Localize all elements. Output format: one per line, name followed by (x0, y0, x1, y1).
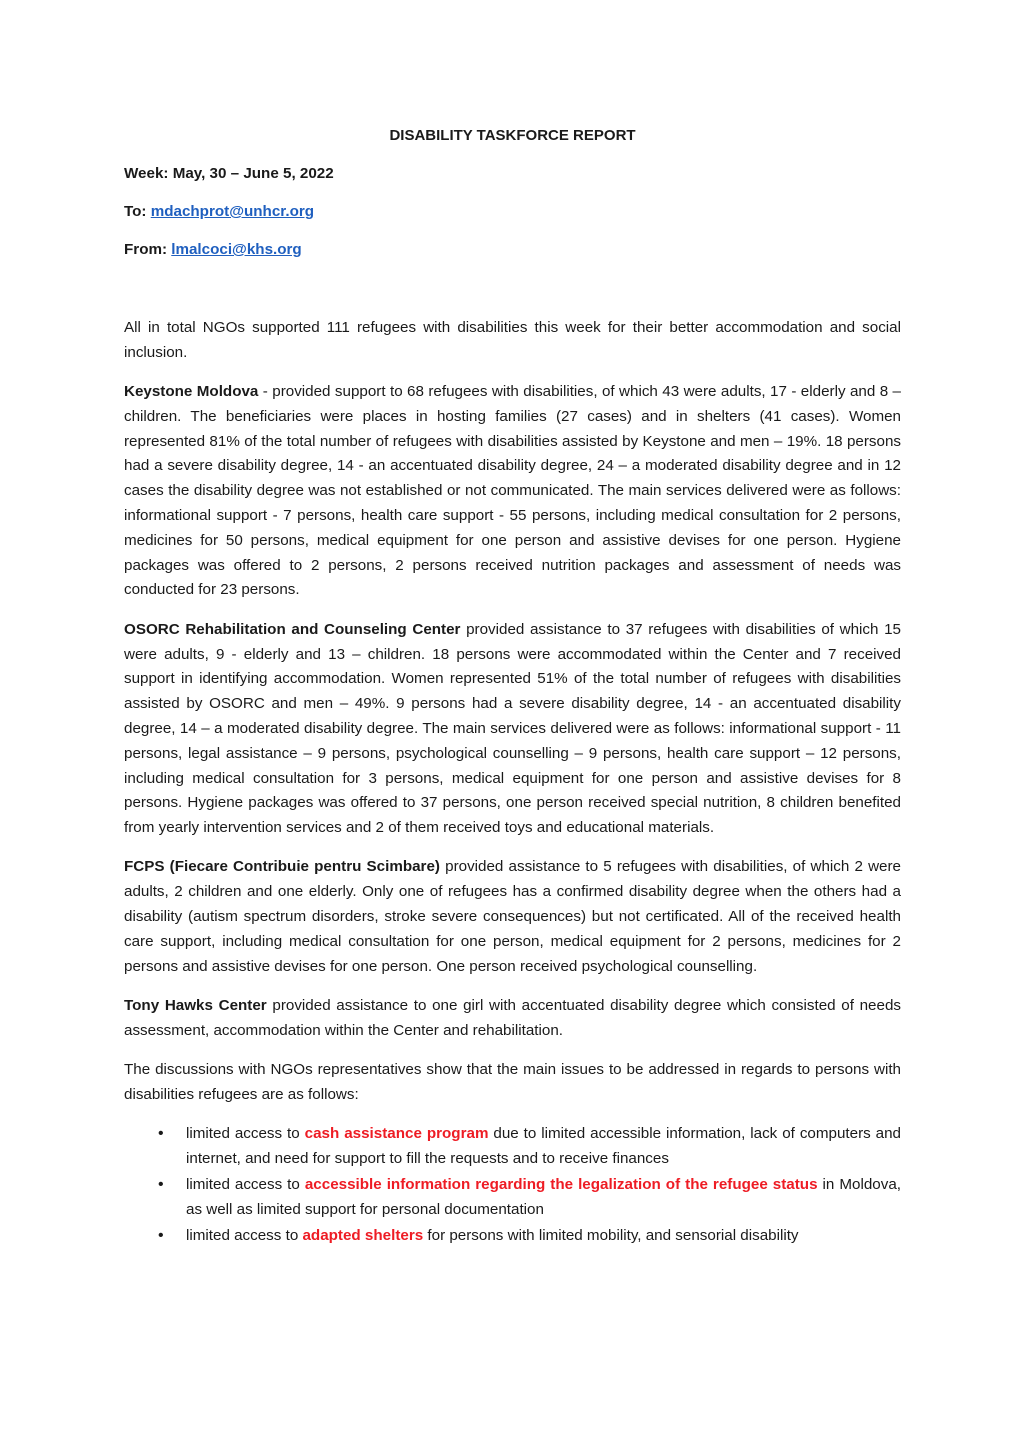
from-line (124, 238, 901, 262)
item-text: due to limited accessible information, lack of computers and internet, and need for support to fill the requests and to receive finances (186, 1125, 902, 1167)
to-email-link[interactable]: mdachprot@unhcr.org (150, 203, 315, 220)
item-highlight: cash assistance program (304, 1125, 489, 1143)
item-text: for persons with limited mobility, and sensorial disability (423, 1227, 799, 1245)
issues-list (124, 1122, 901, 1249)
item-text: limited access to (186, 1125, 305, 1143)
item-text: limited access to (186, 1227, 303, 1245)
from-email-link[interactable]: lmalcoci@khs.org (171, 241, 302, 258)
list-item (186, 1173, 901, 1223)
section-osorc (124, 618, 901, 841)
section-fcps (124, 855, 901, 979)
list-item (186, 1224, 901, 1249)
spacer (124, 276, 901, 316)
org-name: Tony Hawks Center (124, 996, 267, 1014)
week-line (124, 162, 901, 186)
item-text: limited access to (186, 1176, 305, 1194)
item-text: in Moldova, as well as limited support for personal documentation (186, 1176, 902, 1218)
section-tony-hawks (124, 994, 901, 1044)
section-text: provided assistance to 5 refugees with disabilities, of which 2 were adults, 2 children and one elderly. Only one of refugees has a confirmed disability degree when the others had a disability (autism spectrum disorders, stroke severe consequences) but not certificated. All of the received health care support, including medical consultation for one person, medical equipment for 2 persons, medicines for 2 persons and assistive devises for one person. One person received psychological counselling. (124, 858, 901, 975)
org-name: Keystone Moldova (124, 383, 259, 401)
section-text: - provided support to 68 refugees with disabilities, of which 43 were adults, 17 - elderly and 8 – children. The beneficiaries were places in hosting families (27 cases) and in shelters (41 cases). Women represented 81% of the total number of refugees with disabilities assisted by Keystone and men – 19%. 18 persons had a severe disability degree, 14 - an accentuated disability degree, 24 – a moderated disability degree and in 12 cases the disability degree was not established or not communicated. The main services delivered were as follows: informational support - 7 persons, health care support - 55 persons, including medical consultation for 2 persons, medicines for 50 persons, medical equipment for one person and assistive devises for one person. Hygiene packages was offered to 2 persons, 2 persons received nutrition packages and assessment of needs was conducted for 23 persons. (124, 383, 901, 599)
document-content (124, 124, 901, 1251)
report-title: DISABILITY TASKFORCE REPORT (389, 127, 636, 144)
item-highlight: accessible information regarding the legalization of the refugee status (304, 1176, 818, 1194)
issues-intro: The discussions with NGOs representatives show that the main issues to be addressed in regards to persons with disabilities refugees are as follows: (124, 1061, 901, 1103)
week-label: Week: (124, 165, 169, 182)
org-name: FCPS (Fiecare Contribuie pentru Scimbare) (124, 858, 440, 876)
item-highlight: adapted shelters (302, 1227, 424, 1245)
section-text: provided assistance to 37 refugees with disabilities of which 15 were adults, 9 - elderly and 13 – children. 18 persons were accommodated within the Center and 7 received support in identifying accommodation. Women represented 51% of the total number of refugees with disabilities assisted by OSORC and men – 49%. 9 persons had a severe disability degree, 14 - an accentuated disability degree, 14 – a moderated disability degree. The main services delivered were as follows: informational support - 11 persons, legal assistance – 9 persons, psychological counselling – 9 persons, health care support – 12 persons, including medical consultation for 3 persons, medical equipment for one person and assistive devises for 8 persons. Hygiene packages was offered to 37 persons, one person received special nutrition, 8 children benefited from yearly intervention services and 2 of them received toys and educational materials. (124, 620, 901, 837)
intro-paragraph: All in total NGOs supported 111 refugees with disabilities this week for their better accommodation and social inclusion. (124, 319, 901, 361)
week-value: May, 30 – June 5, 2022 (172, 165, 334, 182)
section-keystone (124, 380, 901, 603)
section-text: provided assistance to one girl with accentuated disability degree which consisted of needs assessment, accommodation within the Center and rehabilitation. (124, 996, 901, 1039)
list-item (186, 1122, 901, 1172)
to-line (124, 200, 901, 224)
org-name: OSORC Rehabilitation and Counseling Center (124, 620, 461, 638)
to-label: To: (124, 203, 147, 220)
from-label: From: (124, 241, 168, 258)
